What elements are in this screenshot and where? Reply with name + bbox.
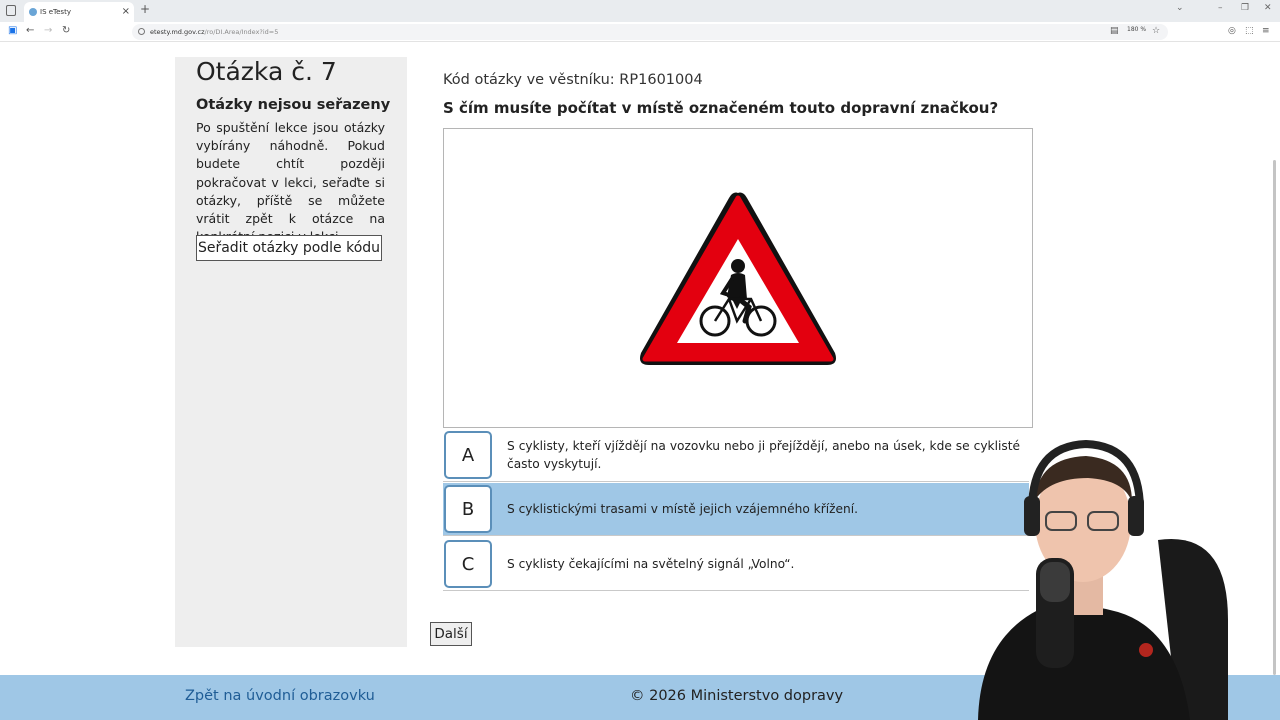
address-bar-row — [0, 22, 1280, 42]
site-info-icon[interactable] — [138, 28, 145, 35]
minimize-icon[interactable]: – — [1218, 3, 1223, 13]
lesson-sidebar — [175, 57, 407, 647]
extensions-icon[interactable]: ⬚ — [1245, 26, 1254, 36]
tab-overview-icon[interactable] — [6, 5, 16, 16]
answer-letter[interactable]: A — [444, 431, 492, 479]
answer-letter[interactable]: B — [444, 485, 492, 533]
question-number: Otázka č. 7 — [196, 57, 337, 86]
menu-icon[interactable]: ≡ — [1262, 26, 1270, 36]
maximize-icon[interactable]: ❐ — [1241, 3, 1250, 13]
bookmark-star-icon[interactable]: ☆ — [1152, 26, 1161, 36]
browser-tab[interactable] — [24, 2, 134, 22]
answer-letter[interactable]: C — [444, 540, 492, 588]
url-input[interactable] — [132, 24, 1168, 40]
back-icon[interactable]: ← — [26, 25, 35, 36]
question-code: Kód otázky ve věstníku: RP1601004 — [443, 72, 703, 88]
copyright-text: © 2026 Ministerstvo dopravy — [630, 688, 844, 704]
tab-title: IS eTesty — [40, 8, 71, 16]
question-text: S čím musíte počítat v místě označeném touto dopravní značkou? — [443, 99, 999, 117]
window-close-icon[interactable]: ✕ — [1264, 3, 1272, 13]
reload-icon[interactable]: ↻ — [62, 25, 71, 36]
url-host: etesty.md.gov.cz — [150, 28, 205, 36]
question-image-frame — [443, 128, 1033, 428]
browser-tab-bar — [0, 0, 1280, 22]
site-favicon-icon — [29, 8, 37, 16]
back-to-home-link[interactable]: Zpět na úvodní obrazovku — [185, 688, 375, 704]
streamer-image — [928, 440, 1280, 720]
reader-view-icon[interactable]: ▤ — [1110, 26, 1119, 36]
account-icon[interactable]: ◎ — [1228, 26, 1236, 36]
answer-text: S cyklisty čekajícími na světelný signál „Volno“. — [507, 557, 795, 571]
answer-text: S cyklisty, kteří vjíždějí na vozovku nebo ji přejíždějí, anebo na úsek, kde se cyklisté často vyskytují. — [507, 439, 1020, 471]
tab-list-icon[interactable]: ⌄ — [1176, 3, 1184, 13]
new-tab-icon[interactable]: + — [140, 2, 151, 16]
answer-text: S cyklistickými trasami v místě jejich vzájemného křížení. — [507, 502, 858, 516]
next-button[interactable]: Další — [430, 622, 472, 646]
sidebar-toggle-icon[interactable]: ▣ — [8, 25, 18, 36]
notice-text: Po spuštění lekce jsou otázky vybírány náhodně. Pokud budete chtít později pokračovat v lekci, seřaďte si otázky, příště se můžete vrátit zpět k otázce na — [196, 120, 385, 227]
notice-title: Otázky nejsou seřazeny — [196, 97, 391, 113]
zoom-level[interactable]: 180 % — [1127, 26, 1147, 33]
forward-icon[interactable]: → — [44, 25, 53, 36]
url-path: /ro/DI.Area/Index?id=5 — [204, 28, 279, 36]
tab-close-icon[interactable]: × — [121, 6, 130, 17]
cyclists-warning-sign-icon — [637, 189, 839, 369]
webcam-overlay — [928, 440, 1280, 720]
sort-by-code-button[interactable]: Seřadit otázky podle kódu — [196, 235, 382, 261]
